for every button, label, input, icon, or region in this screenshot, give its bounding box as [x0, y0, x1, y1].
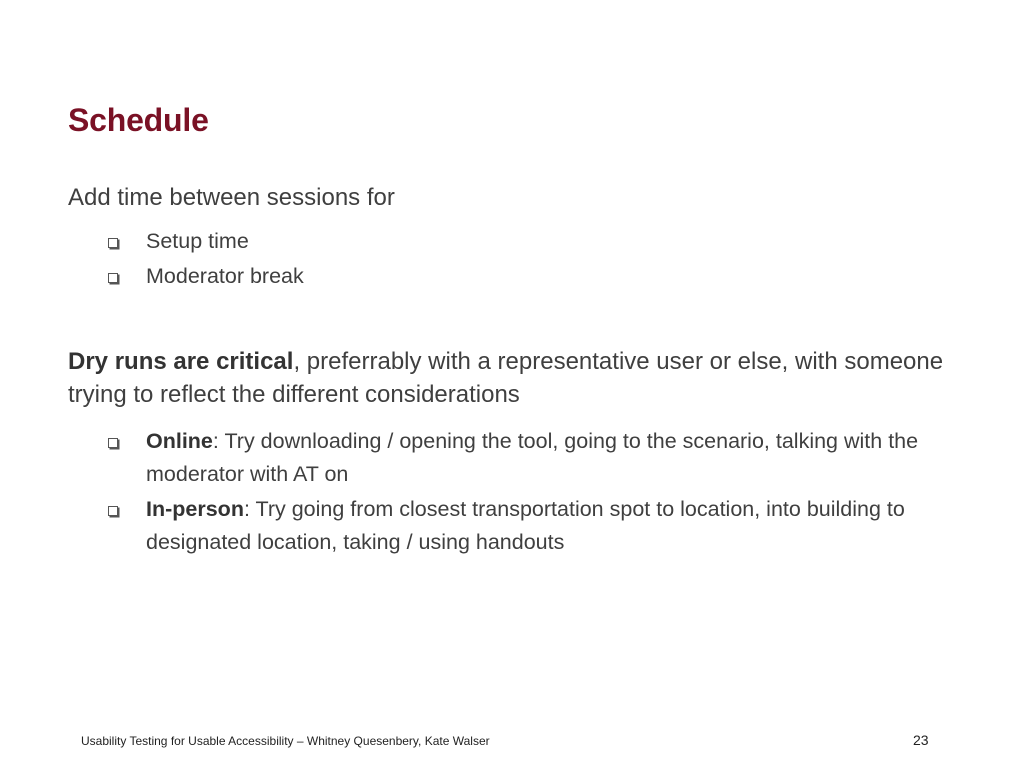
bullet-online: [108, 425, 928, 491]
bullet-online-label: Online: [146, 429, 213, 453]
page-number: 23: [913, 732, 929, 748]
footer-text: Usability Testing for Usable Accessibility – Whitney Quesenbery, Kate Walser: [81, 734, 490, 748]
bullet-setup-time: [108, 225, 304, 260]
square-bullet-icon: [108, 273, 118, 283]
dry-runs-text: , preferrably with a representative user or else, with someone trying to reflect the different considerations: [68, 348, 944, 408]
dry-runs-emphasis: Dry runs are critical: [68, 348, 294, 375]
intro-text: Add time between sessions for: [68, 184, 395, 211]
bullet-in-person: [108, 493, 928, 559]
square-bullet-icon: [108, 238, 118, 248]
dry-runs-paragraph: [68, 345, 948, 411]
bullet-online-text: : Try downloading / opening the tool, going to the scenario, talking with the moderator with AT on: [146, 429, 919, 486]
detail-bullet-list: [108, 425, 928, 561]
bullet-in-person-text: : Try going from closest transportation spot to location, into building to designated location, taking / using handouts: [146, 497, 905, 554]
bullet-text: Setup time: [146, 229, 249, 253]
intro-bullet-list: [108, 225, 304, 295]
square-bullet-icon: [108, 506, 118, 516]
slide-title: Schedule: [68, 102, 209, 138]
bullet-text: Moderator break: [146, 264, 304, 288]
bullet-in-person-label: In-person: [146, 497, 244, 521]
bullet-moderator-break: [108, 260, 304, 295]
square-bullet-icon: [108, 438, 118, 448]
